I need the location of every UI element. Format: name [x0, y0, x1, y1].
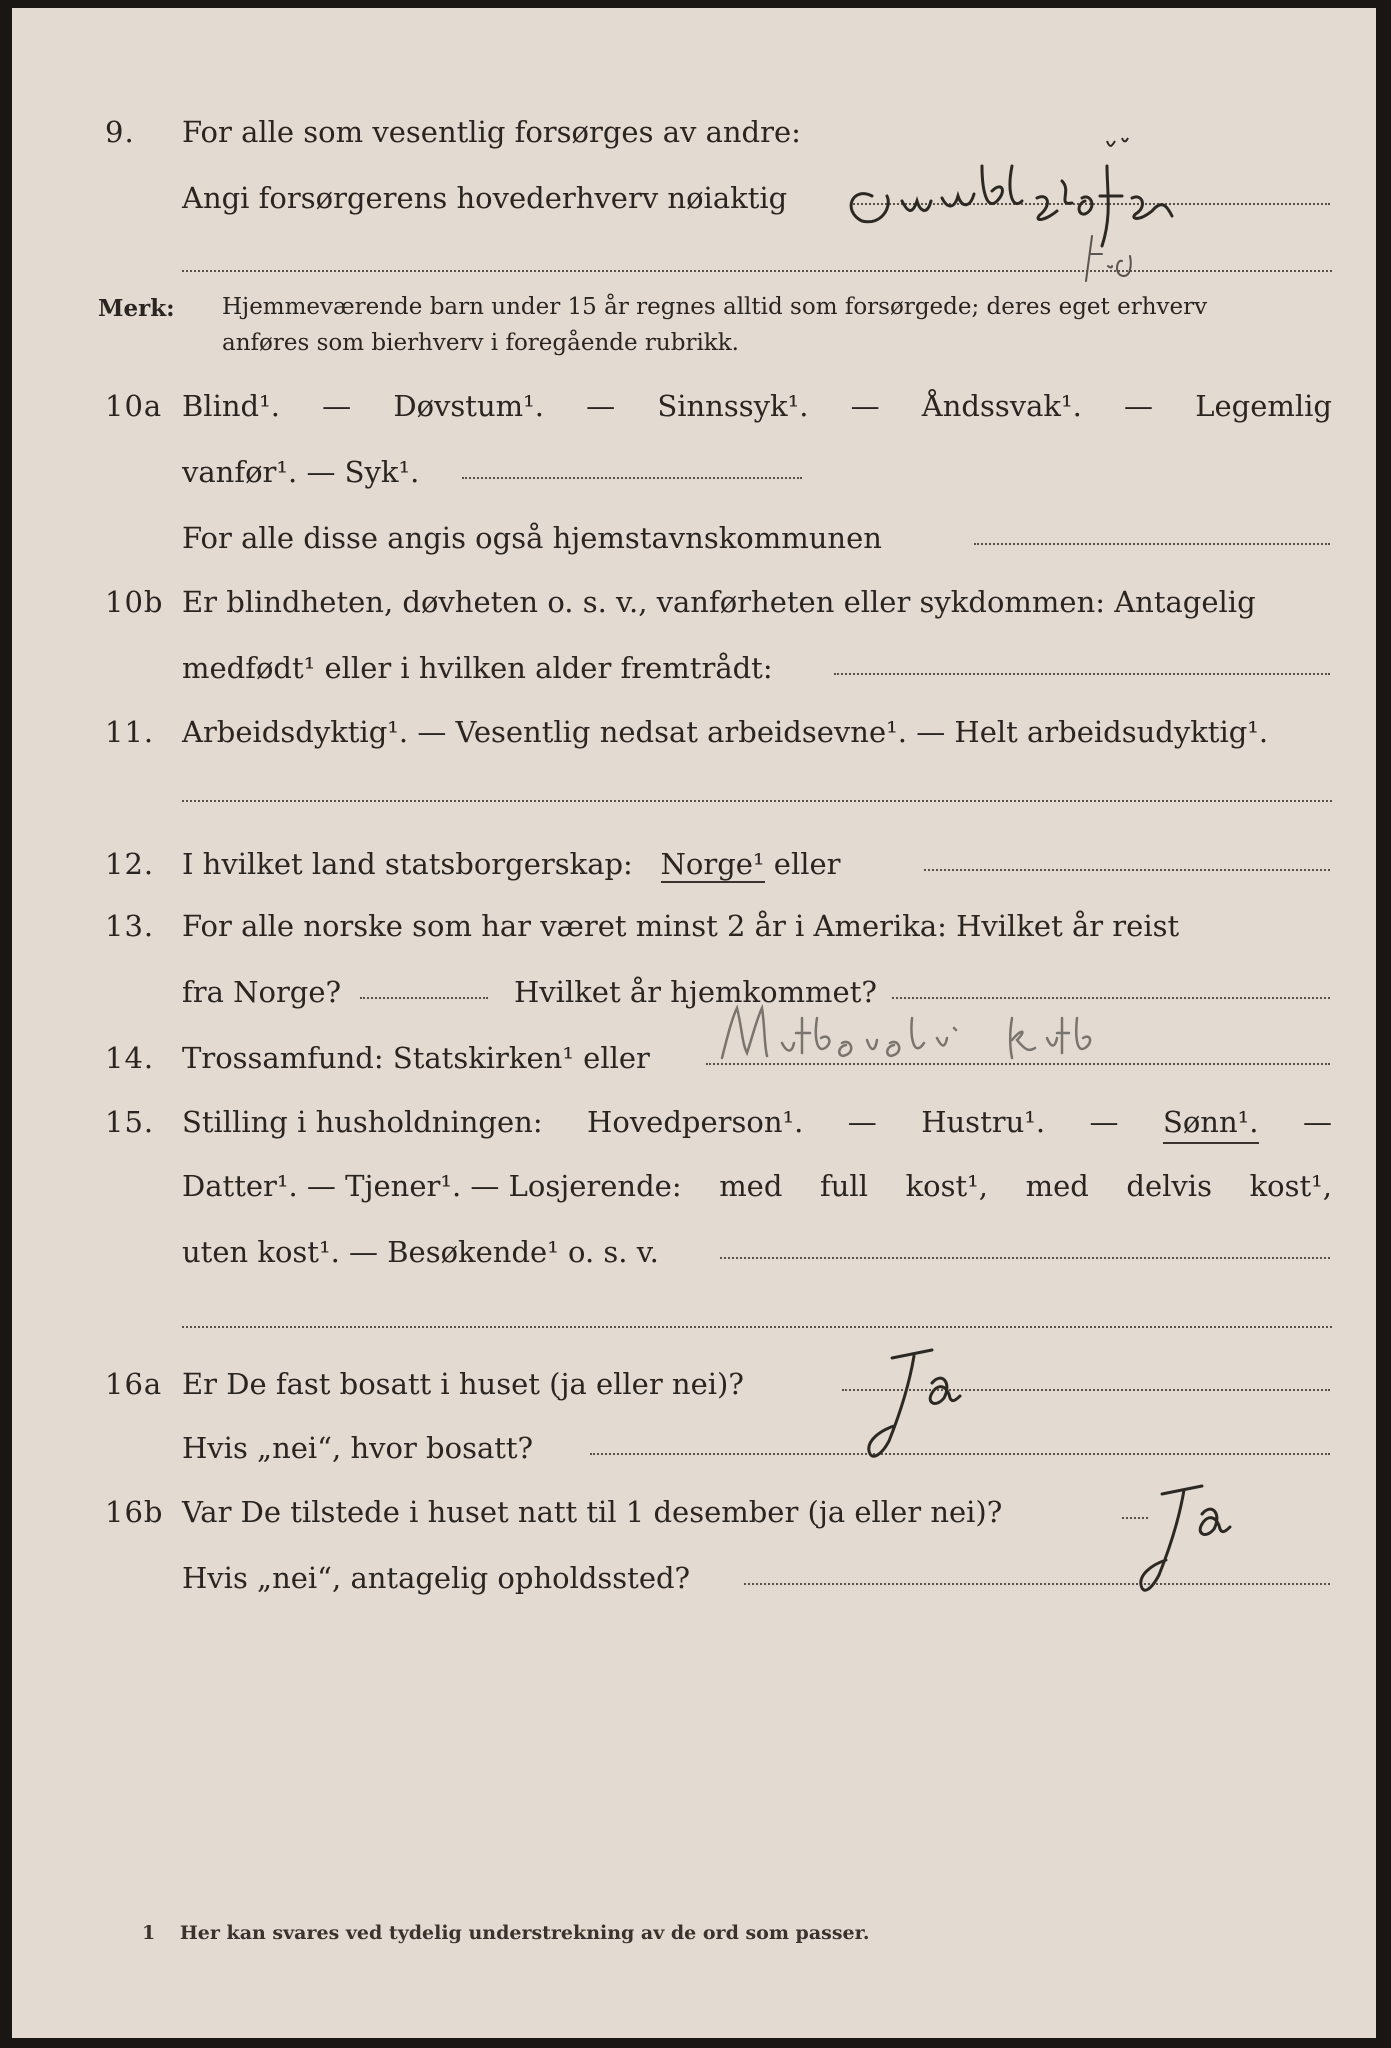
question-16a-line2: [12, 1428, 1376, 1468]
option-delvis-kost[interactable]: kost¹,: [1249, 1169, 1332, 1203]
answer-line[interactable]: [182, 800, 1332, 802]
answer-line[interactable]: [834, 673, 1330, 675]
question-10a-line3: [12, 518, 1376, 558]
footnote-text: Her kan svares ved tydelig understrekning av de ord som passer.: [179, 1922, 870, 1944]
answer-line[interactable]: [974, 543, 1330, 545]
question-options: [182, 1166, 1332, 1206]
answer-line[interactable]: [720, 1257, 1330, 1259]
question-number: 12.: [105, 847, 155, 881]
question-10a: [12, 386, 1376, 426]
answer-line[interactable]: [182, 1326, 1332, 1328]
option-norge-underlined[interactable]: Norge¹: [660, 847, 765, 881]
note-label: Merk:: [98, 295, 175, 322]
answer-line[interactable]: [462, 477, 802, 479]
answer-line-departure[interactable]: [360, 997, 488, 999]
question-number: 11.: [105, 715, 155, 749]
question-number: 10b: [105, 585, 164, 619]
handwritten-answer-ja: [832, 1338, 1012, 1468]
footnote-mark: 1: [142, 1922, 156, 1944]
question-text: Trossamfund: Statskirken¹ eller: [182, 1041, 650, 1075]
question-10b: [12, 582, 1376, 622]
note-text: Hjemmeværende barn under 15 år regnes alltid som forsørgede; deres eget erhverv: [222, 294, 1208, 320]
question-text: For alle norske som har været minst 2 år i Amerika: Hvilket år reist: [182, 909, 1180, 943]
question-15: [12, 1102, 1376, 1142]
question-number: 15.: [105, 1105, 155, 1139]
question-text: For alle som vesentlig forsørges av andre:: [182, 115, 801, 149]
question-number: 16b: [105, 1495, 164, 1529]
question-label: I hvilket land statsborgerskap:: [182, 847, 633, 881]
question-options: [182, 386, 1332, 426]
word: med: [1025, 1169, 1089, 1203]
option-blind[interactable]: Blind¹.: [182, 389, 280, 423]
option-eller: eller: [773, 847, 841, 881]
answer-line[interactable]: [924, 869, 1330, 871]
question-text: [182, 844, 841, 884]
question-text: medfødt¹ eller i hvilken alder fremtrådt:: [182, 651, 773, 685]
question-text: Hvis „nei“, antagelig opholdssted?: [182, 1561, 691, 1595]
question-label: Stilling i husholdningen:: [182, 1105, 543, 1139]
question-text-return: Hvilket år hjemkommet?: [514, 975, 877, 1009]
question-text: vanfør¹. — Syk¹.: [182, 455, 420, 489]
dash: —: [847, 1105, 877, 1139]
dash: —: [1089, 1105, 1119, 1139]
dash: —: [322, 389, 352, 423]
question-13: [12, 906, 1376, 946]
question-text: For alle disse angis også hjemstavnskommunen: [182, 521, 882, 555]
question-text: Er blindheten, døvheten o. s. v., vanførheten eller sykdommen: Antagelig: [182, 585, 1256, 619]
question-15-line2: [12, 1166, 1376, 1206]
question-15-line3: [12, 1232, 1376, 1272]
dash: —: [850, 389, 880, 423]
option-full-kost[interactable]: kost¹,: [905, 1169, 988, 1203]
question-text: Er De fast bosatt i huset (ja eller nei)?: [182, 1367, 744, 1401]
question-10b-line2: [12, 648, 1376, 688]
question-10a-line2: [12, 452, 1376, 492]
option-datter-tjener-losjerende[interactable]: Datter¹. — Tjener¹. — Losjerende:: [182, 1169, 682, 1203]
dash: —: [586, 389, 616, 423]
dash: —: [1124, 389, 1154, 423]
dash: —: [1302, 1105, 1332, 1139]
question-text: Var De tilstede i huset natt til 1 desember (ja eller nei)?: [182, 1495, 1003, 1529]
option-sonn-underlined[interactable]: Sønn¹.: [1163, 1102, 1259, 1144]
option-hovedperson[interactable]: Hovedperson¹.: [587, 1105, 804, 1139]
question-12: [12, 844, 1376, 884]
question-number: 16a: [105, 1367, 163, 1401]
question-number: 14.: [105, 1041, 155, 1075]
option-hustru[interactable]: Hustru¹.: [921, 1105, 1046, 1139]
question-text-departure: fra Norge?: [182, 975, 342, 1009]
word: full: [820, 1169, 868, 1203]
option-sinnssyk[interactable]: Sinnssyk¹.: [657, 389, 809, 423]
question-number: 10a: [105, 389, 163, 423]
census-form-page: [12, 8, 1376, 2038]
handwritten-answer-ja: [1122, 1474, 1282, 1604]
question-options: [182, 1102, 1332, 1144]
footnote: [142, 1922, 870, 1944]
question-text: Arbeidsdyktig¹. — Vesentlig nedsat arbeidsevne¹. — Helt arbeidsudyktig¹.: [182, 715, 1269, 749]
word: delvis: [1126, 1169, 1212, 1203]
question-text: Angi forsørgerens hovederhverv nøiaktig: [182, 181, 788, 215]
question-number: 13.: [105, 909, 155, 943]
option-dovstum[interactable]: Døvstum¹.: [393, 389, 544, 423]
option-legemlig[interactable]: Legemlig: [1195, 389, 1332, 423]
question-text: Hvis „nei“, hvor bosatt?: [182, 1431, 534, 1465]
answer-line[interactable]: [182, 270, 1332, 272]
word: med: [719, 1169, 783, 1203]
question-number: 9.: [105, 115, 135, 149]
handwritten-answer-religion: [712, 998, 1332, 1078]
question-16a: [12, 1364, 1376, 1404]
note-text: anføres som bierhverv i foregående rubrikk.: [222, 330, 739, 356]
question-11: [12, 712, 1376, 752]
option-andssvak[interactable]: Åndssvak¹.: [921, 389, 1082, 423]
question-text: uten kost¹. — Besøkende¹ o. s. v.: [182, 1235, 659, 1269]
